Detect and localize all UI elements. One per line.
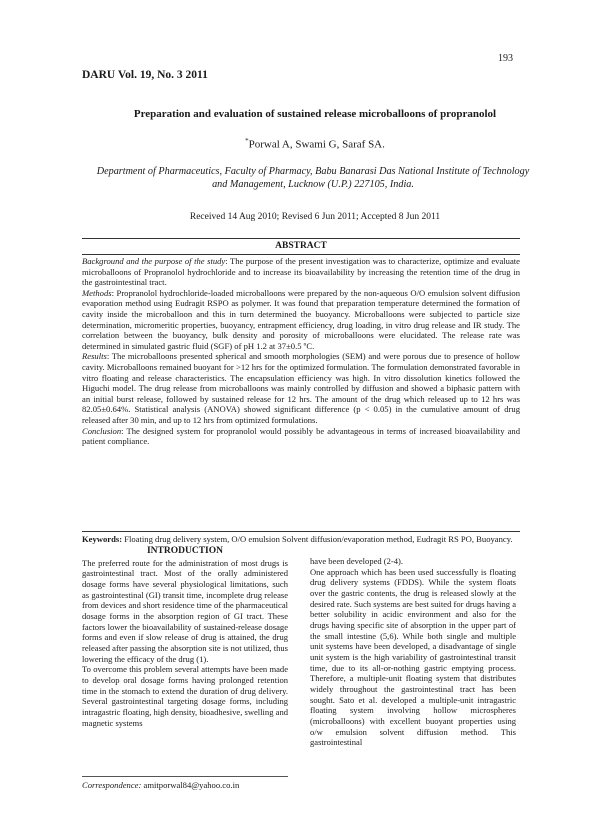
methods-text: : Propranolol hydrochloride-loaded microballoons were prepared by the non-aqueous O/O emulsion solvent diffusion evaporation method using Eudragit RSPO as polymer. It was found that preparation temperature determined the formation of cavity inside the microballoon and this in turn determined the buoyancy. Microballoons were subjected to particle size determination, micromeritic properties, buoyancy, entrapment efficiency, drug loading, in vitro drug release and IR study. The correlation between the buoyancy, bulk density and porosity of microballoons were elucidated. The release rate was determined in simulated gastric fluid (SGF) of pH 1.2 at 37±0.5 ºC. <box>82 287 520 351</box>
authors-line <box>60 137 570 151</box>
methods-label: Methods <box>82 287 112 298</box>
left-column <box>82 546 288 728</box>
abstract-top-rule <box>82 238 520 239</box>
keywords-top-rule <box>82 531 520 532</box>
intro-paragraph-3: have been developed (2-4). <box>310 556 404 566</box>
affiliation: Department of Pharmaceutics, Faculty of Pharmacy, Babu Banarasi Das National Institute of Technology and Management, Lucknow (U.P.) 227105, India. <box>96 166 530 190</box>
keywords-text: Floating drug delivery system, O/O emulsion Solvent diffusion/evaporation method, Eudragit RS PO, Buoyancy. <box>122 534 513 544</box>
conclusion-text: : The designed system for propranolol would possibly be advantageous in terms of increased bioavailability and patient compliance. <box>82 425 520 447</box>
page-number: 193 <box>498 53 513 64</box>
intro-paragraph-4: One approach which has been used successfully is floating drug delivery systems (FDDS). While the system floats over the gastric contents, the drug is released slowly at the desired rate. Such systems are best suited for drugs having a better solubility in acidic environment and also for the drugs having specific site of absorption in the upper part of the small intestine (5,6). While both single and multiple unit systems have been developed, a disadvantage of single unit system is the high variability of gastrointestinal transit time, due to its all-or-nothing gastric emptying process. Therefore, a multiple-unit floating system that distributes widely throughout the gastrointestinal tract has been sought. Sato et al. developed a multiple-unit intragastric floating system involving hollow microspheres (microballoons) with excellent buoyant properties using o/w emulsion solvent diffusion method. This gastrointestinal <box>310 566 516 748</box>
correspondence <box>82 780 239 790</box>
authors: Porwal A, Swami G, Saraf SA. <box>248 138 385 151</box>
abstract-background <box>82 256 520 288</box>
intro-paragraph-1: The preferred route for the administration of most drugs is gastrointestinal tract. Most of the orally administered dosage forms have several physiological limitations, such as gastrointestinal (GI) transit time, incomplete drug release from devices and short residence time of the pharmaceutical dosage forms in the absorption region of GI tract. These factors lower the bioavailability of sustained-release dosage forms and even if slow release of drug is attained, the drug released after passing the absorption site is not utilized, thus lowering the efficacy of the drug (1). <box>82 557 288 664</box>
results-text: : The microballoons presented spherical and smooth morphologies (SEM) and were porous due to presence of hollow cavity. Microballoons remained buoyant for >12 hrs for the optimized formulation. The formulation demonstrated favorable in vitro floating and release characteristics. The encapsulation efficiency was high. In vitro dissolution kinetics followed the Higuchi model. The drug release from microballoons was mainly controlled by diffusion and showed a biphasic pattern with an initial burst release, followed by sustained release for 12 hrs. The amount of the drug which released up to 12 hrs was 82.05±0.64%. Statistical analysis (ANOVA) showed significant difference (p < 0.05) in the cumulative amount of drug released after 30 min, and up to 12 hrs from optimized formulations. <box>82 351 520 425</box>
introduction-heading: INTRODUCTION <box>146 546 223 556</box>
keywords <box>82 534 520 545</box>
abstract-conclusion <box>82 426 520 447</box>
abstract-methods <box>82 288 520 352</box>
correspondence-email: amitporwal84@yahoo.co.in <box>141 780 240 790</box>
footnote-rule <box>82 776 288 777</box>
abstract-heading-rule <box>82 254 520 255</box>
results-label: Results <box>82 351 107 362</box>
abstract-heading: ABSTRACT <box>275 241 327 251</box>
correspondence-label: Correspondence: <box>82 780 142 790</box>
conclusion-label: Conclusion <box>82 425 122 436</box>
background-label: Background and the purpose of the study <box>82 256 226 266</box>
abstract-body <box>82 256 520 447</box>
keywords-label: Keywords: <box>82 534 123 544</box>
journal-header: DARU Vol. 19, No. 3 2011 <box>82 69 208 81</box>
right-column <box>310 556 516 748</box>
corresponding-marker: * <box>245 137 249 145</box>
intro-paragraph-2: To overcome this problem several attempts have been made to develop oral dosage forms having prolonged retention time in the stomach to extend the duration of drug delivery. Several gastrointestinal targeting dosage forms, including intragastric floating, high density, bioadhesive, swelling and magnetic systems <box>82 664 288 728</box>
abstract-results <box>82 351 520 425</box>
submission-dates: Received 14 Aug 2010; Revised 6 Jun 2011; Accepted 8 Jun 2011 <box>189 212 441 222</box>
article-title: Preparation and evaluation of sustained release microballoons of propranolol <box>133 108 497 120</box>
background-text: : The purpose of the present investigation was to characterize, optimize and evaluate microballoons of Propranolol hydrochloride and to increase its bioavailability by increasing the retention time of the drug in the gastrointestinal tract. <box>82 256 520 288</box>
